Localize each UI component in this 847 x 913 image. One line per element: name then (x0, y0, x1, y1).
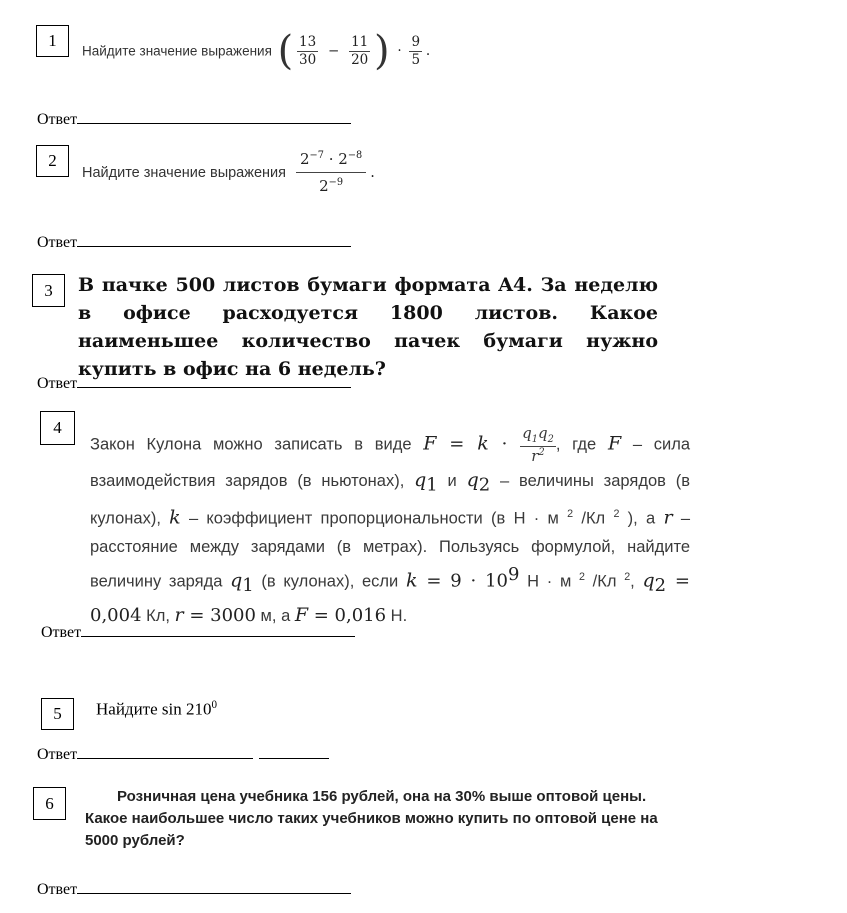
task-6-text: Розничная цена учебника 156 рублей, она на 30% выше оптовой цены. Какое наибольшее число таких учебников можно купить по оптовой цене на 5000 рублей? (85, 788, 658, 849)
answer-field[interactable] (37, 232, 351, 252)
operator: · (397, 43, 402, 59)
operator: − (328, 43, 340, 59)
answer-field[interactable] (37, 879, 351, 899)
answer-line[interactable] (77, 373, 351, 388)
answer-line[interactable] (259, 744, 329, 759)
answer-label: Ответ (41, 624, 82, 641)
answer-label: Ответ (37, 375, 78, 392)
fraction: $\frac{2^{-7} \cdot 2^{-8}}{2^{-9}}$ (296, 150, 366, 196)
task-2-prompt: Найдите значение выражения (82, 164, 286, 181)
answer-field[interactable] (41, 622, 355, 642)
right-paren-icon: ) (374, 28, 390, 74)
task-2-statement (82, 150, 375, 196)
left-paren-icon: ( (277, 28, 294, 74)
task-1-statement (82, 28, 430, 74)
task-3-text: В пачке 500 листов бумаги формата A4. За неделю в офисе расходуется 1800 листов. Какое наименьшее количество пачек бумаги нужно купить в офис на 6 недель? (78, 274, 658, 380)
task-number-box: 5 (41, 698, 74, 730)
task-number-box: 3 (32, 274, 65, 307)
fraction: $\frac{9}{5}$ (411, 33, 421, 68)
answer-field[interactable] (37, 373, 351, 393)
answer-field[interactable] (37, 109, 351, 129)
task-number-box: 6 (33, 787, 66, 820)
period: . (370, 164, 375, 181)
period: . (425, 43, 431, 59)
fraction: $\frac{13}{30}$ (299, 33, 317, 68)
answer-line[interactable] (81, 622, 355, 637)
answer-label: Ответ (37, 111, 78, 128)
fraction: $\frac{11}{20}$ (351, 33, 369, 68)
task-5-text: Найдите $\sin 210^0$ (96, 699, 218, 719)
answer-line[interactable] (77, 879, 351, 894)
answer-label: Ответ (37, 881, 78, 898)
fraction: $\frac{q_1q_2}{r^2}$ (522, 424, 554, 466)
task-4-text: Закон Кулона можно записать в виде F = k · $\frac{q_1q_2}{r^2}$ , где F – сила взаимодействия зарядов (в ньютонах), $q_1$ и $q_2$ – величины зарядов (в кулонах), k – коэффициент пропорциональности (в Н · м $^2$ /Кл $^2$ ), а r – расстояние между зарядами (в метрах). Пользуясь формулой, найдите величину заряда $q_1$ (в кулонах), если $k = 9 \cdot 10^9$ Н · м $^2$ /Кл $^2$, $q_2 = 0,004$ Кл, r = 3000 м, а F = 0,016 Н. (90, 424, 691, 626)
answer-line[interactable] (77, 744, 253, 759)
answer-label: Ответ (37, 234, 78, 251)
task-1-prompt: Найдите значение выражения (82, 43, 272, 59)
answer-line[interactable] (77, 232, 351, 247)
answer-line[interactable] (77, 109, 351, 124)
answer-field[interactable] (37, 744, 329, 764)
task-number-box: 1 (36, 25, 69, 57)
task-number-box: 2 (36, 145, 69, 177)
answer-label: Ответ (37, 746, 78, 763)
task-number-box: 4 (40, 411, 75, 445)
